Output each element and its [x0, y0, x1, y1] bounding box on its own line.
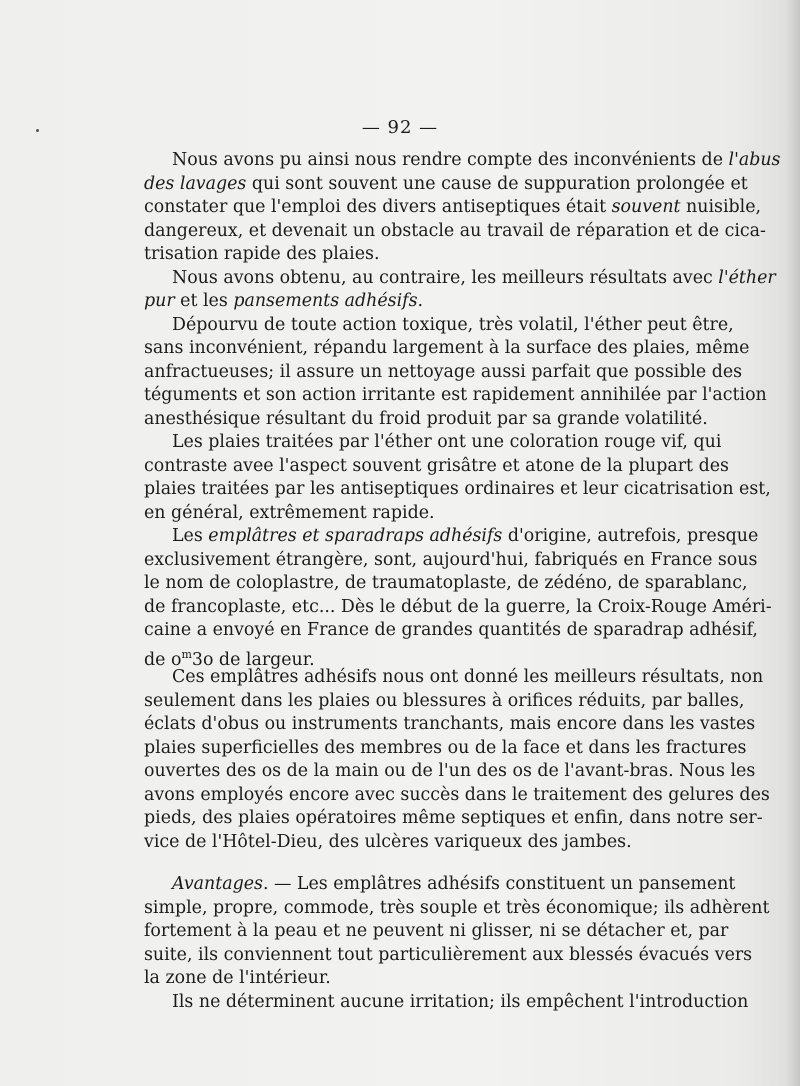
- italic-run: Avantages: [172, 874, 263, 894]
- text-line: [144, 549, 758, 573]
- page-gutter-shadow: [786, 0, 800, 1086]
- italic-run: l'éther: [718, 267, 776, 288]
- text-run: d'origine, autrefois, presque: [502, 526, 759, 546]
- text-run: Nous avons pu ainsi nous rendre compte des inconvénients de: [172, 150, 729, 170]
- text-run: Les: [172, 526, 209, 546]
- text-line: [144, 596, 772, 620]
- page-number: — 92 —: [361, 117, 439, 138]
- italic-run: emplâtres et sparadraps adhésifs: [208, 526, 503, 546]
- text-run: nuisible,: [680, 197, 762, 217]
- text-line: [144, 991, 749, 1015]
- text-line: [144, 873, 736, 897]
- text-run: Ces emplâtres adhésifs nous ont donné les meilleurs résultats, non: [172, 667, 764, 687]
- text-run: anesthésique résultant du froid produit par sa grande volatilité.: [144, 408, 708, 429]
- text-run: fortement à la peau et ne peuvent ni glisser, ni se détacher et, par: [144, 921, 729, 941]
- text-line: [144, 944, 753, 968]
- text-run: Dépourvu de toute action toxique, très volatil, l'éther peut être,: [172, 314, 734, 335]
- text-line: [144, 760, 756, 784]
- text-line: [144, 196, 762, 220]
- text-run: constater que l'emploi des divers antiseptiques était: [144, 197, 612, 217]
- text-run: dangereux, et devenait un obstacle au travail de réparation et de cica-: [144, 220, 766, 241]
- text-run: éclats d'obus ou instruments tranchants, mais encore dans les vastes: [144, 714, 756, 734]
- paragraph: [144, 873, 770, 991]
- text-run: téguments et son action irritante est rapidement annihilée par l'action: [144, 385, 767, 405]
- text-line: [144, 455, 729, 479]
- text-run: sans inconvénient, répandu largement à la surface des plaies, même: [144, 338, 750, 358]
- scan-speck: [36, 129, 39, 132]
- text-run: ouvertes des os de la main ou de l'un des os de l'avant-bras. Nous les: [144, 761, 756, 781]
- text-run: . — Les emplâtres adhésifs constituent un pansement: [262, 874, 736, 894]
- text-run: de o: [144, 649, 182, 670]
- text-line: [144, 807, 763, 831]
- text-run: le nom de coloplastre, de traumatoplaste, de zédéno, de sparablanc,: [144, 573, 748, 593]
- text-line: [144, 784, 770, 808]
- italic-run: pansements adhésifs: [233, 291, 418, 311]
- italic-run: souvent: [611, 197, 681, 217]
- text-run: trisation rapide des plaies.: [144, 244, 380, 264]
- text-line: [144, 384, 767, 408]
- text-line: [144, 737, 747, 761]
- text-line: [144, 408, 708, 432]
- text-run: simple, propre, commode, très souple et très économique; ils adhèrent: [144, 897, 770, 918]
- text-line: [144, 173, 748, 197]
- text-line: [144, 643, 670, 670]
- paragraph: [144, 666, 770, 854]
- text-run: Les plaies traitées par l'éther ont une coloration rouge vif, qui: [172, 432, 722, 452]
- text-run: anfractueuses; il assure un nettoyage aussi parfait que possible des: [144, 361, 743, 382]
- text-run: de francoplaste, etc... Dès le début de la guerre, la Croix-Rouge Améri-: [144, 596, 772, 617]
- text-run: 3o de largeur.: [191, 649, 315, 670]
- text-line: [144, 243, 670, 267]
- text-line: [144, 920, 729, 944]
- text-run: et les: [174, 291, 234, 311]
- text-run: exclusivement étrangère, sont, aujourd'hui, fabriqués en France sous: [144, 549, 758, 570]
- text-run: vice de l'Hôtel-Dieu, des ulcères variqueux des jambes.: [144, 831, 632, 852]
- italic-run: l'abus: [728, 150, 781, 170]
- text-run: pieds, des plaies opératoires même septiques et enfin, dans notre ser-: [144, 808, 763, 828]
- text-line: [144, 149, 781, 173]
- text-line: [144, 314, 734, 338]
- text-run: .: [417, 291, 424, 311]
- text-run: avons employés encore avec succès dans le traitement des gelures des: [144, 784, 770, 805]
- paragraph-gap: [144, 854, 670, 873]
- text-run: seulement dans les plaies ou blessures à orifices réduits, par balles,: [144, 690, 745, 711]
- text-line: [144, 478, 771, 502]
- italic-run: des lavages: [144, 173, 247, 194]
- text-line: [144, 713, 756, 737]
- text-run: en général, extrêmement rapide.: [144, 502, 435, 523]
- text-run: Nous avons obtenu, au contraire, les meilleurs résultats avec: [172, 267, 719, 288]
- italic-run: pur: [144, 291, 175, 311]
- text-run: suite, ils conviennent tout particulièrement aux blessés évacués vers: [144, 944, 753, 965]
- paragraph: [144, 525, 772, 670]
- text-run: qui sont souvent une cause de suppuration prolongée et: [246, 173, 748, 194]
- text-run: la zone de l'intérieur.: [144, 968, 331, 988]
- text-line: [144, 502, 670, 526]
- superscript-run: m: [181, 647, 192, 661]
- text-run: Ils ne déterminent aucune irritation; ils empêchent l'introduction: [172, 991, 749, 1012]
- text-line: [144, 690, 745, 714]
- paragraph: [144, 991, 749, 1015]
- text-line: [144, 337, 750, 361]
- text-run: plaies traitées par les antiseptiques ordinaires et leur cicatrisation est,: [144, 479, 771, 499]
- text-line: [144, 290, 670, 314]
- text-line: [144, 619, 758, 643]
- text-line: [144, 267, 776, 291]
- text-line: [144, 666, 764, 690]
- body-text: [144, 149, 781, 1014]
- text-line: [144, 831, 670, 855]
- paragraph: [144, 267, 776, 314]
- text-line: [144, 431, 722, 455]
- text-line: [144, 967, 670, 991]
- paragraph: [144, 149, 781, 267]
- text-run: contraste avee l'aspect souvent grisâtre et atone de la plupart des: [144, 455, 729, 476]
- text-line: [144, 220, 766, 244]
- text-line: [144, 525, 759, 549]
- text-line: [144, 897, 770, 921]
- text-line: [144, 572, 748, 596]
- text-run: plaies superficielles des membres ou de la face et dans les fractures: [144, 737, 747, 758]
- text-line: [144, 361, 743, 385]
- paragraph: [144, 314, 767, 432]
- text-run: caine a envoyé en France de grandes quantités de sparadrap adhésif,: [144, 620, 758, 640]
- paragraph: [144, 431, 771, 525]
